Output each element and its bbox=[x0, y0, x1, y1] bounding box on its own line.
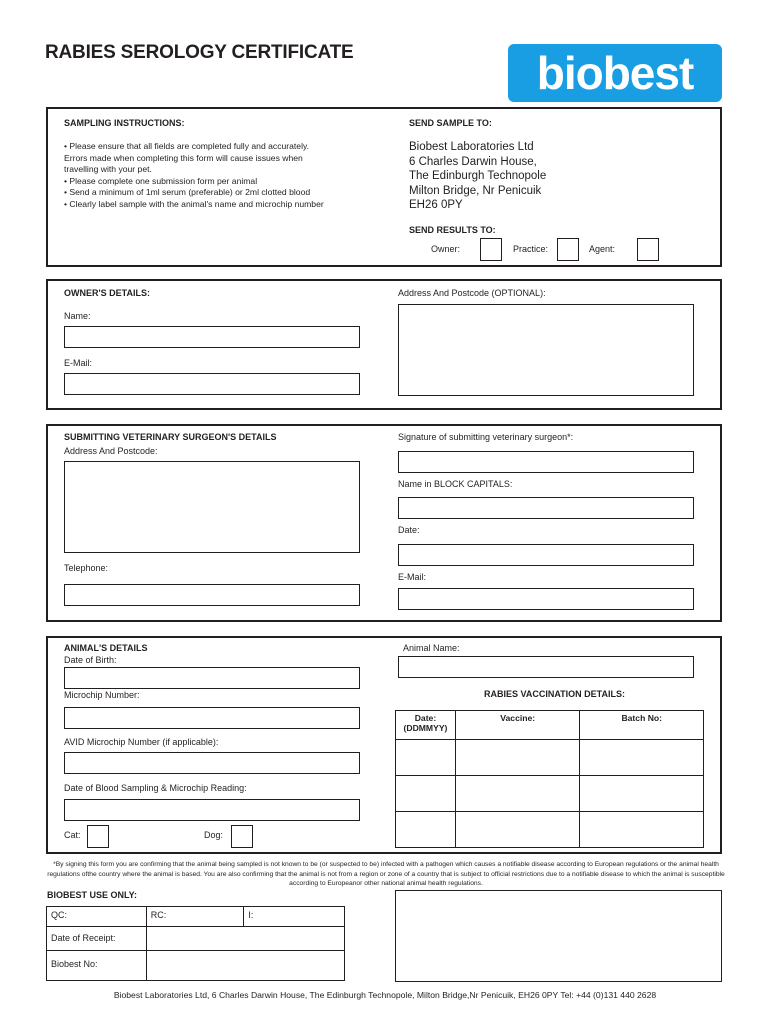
vet-telephone-label: Telephone: bbox=[64, 563, 109, 573]
receipt-date-label: Date of Receipt: bbox=[47, 927, 147, 951]
vaccination-vaccine-cell[interactable] bbox=[455, 812, 580, 848]
owner-name-label: Name: bbox=[64, 311, 91, 321]
vet-address-field[interactable] bbox=[64, 461, 360, 553]
biobest-no-label: Biobest No: bbox=[47, 951, 147, 981]
vaccine-column-header: Vaccine: bbox=[455, 711, 580, 740]
dog-checkbox-label: Dog: bbox=[204, 830, 224, 840]
vet-telephone-field[interactable] bbox=[64, 584, 360, 606]
page-title: RABIES SEROLOGY CERTIFICATE bbox=[45, 42, 354, 63]
vaccination-batch-cell[interactable] bbox=[580, 776, 704, 812]
instruction-line: • Clearly label sample with the animal's name and microchip number bbox=[64, 198, 324, 209]
vaccination-batch-cell[interactable] bbox=[580, 812, 704, 848]
qc-cell[interactable]: QC: bbox=[47, 907, 147, 927]
cat-checkbox-label: Cat: bbox=[64, 830, 81, 840]
biobest-use-row bbox=[47, 927, 345, 951]
vet-date-label: Date: bbox=[398, 525, 420, 535]
address-line: EH26 0PY bbox=[409, 199, 463, 211]
vaccination-header-row bbox=[396, 711, 704, 740]
dob-field[interactable] bbox=[64, 667, 360, 689]
instruction-line: • Send a minimum of 1ml serum (preferable) or 2ml clotted blood bbox=[64, 187, 311, 198]
date-column-header: Date: (DDMMYY) bbox=[396, 711, 456, 740]
biobest-use-row bbox=[47, 951, 345, 981]
biobest-logo: biobest bbox=[508, 44, 722, 102]
batch-column-header: Batch No: bbox=[580, 711, 704, 740]
vaccination-date-cell[interactable] bbox=[396, 812, 456, 848]
microchip-field[interactable] bbox=[64, 707, 360, 729]
owner-checkbox-label: Owner: bbox=[431, 244, 461, 254]
practice-checkbox[interactable] bbox=[557, 238, 579, 261]
animal-name-label: Animal Name: bbox=[403, 643, 460, 653]
vet-address-label: Address And Postcode: bbox=[64, 446, 158, 456]
biobest-use-row bbox=[47, 907, 345, 927]
instruction-line: • Please complete one submission form per animal bbox=[64, 175, 258, 186]
owner-checkbox[interactable] bbox=[480, 238, 502, 261]
address-line: Milton Bridge, Nr Penicuik bbox=[409, 184, 542, 197]
owner-heading: OWNER'S DETAILS: bbox=[64, 288, 150, 298]
owner-address-field[interactable] bbox=[398, 304, 694, 396]
vaccination-date-cell[interactable] bbox=[396, 740, 456, 776]
sampling-date-field[interactable] bbox=[64, 799, 360, 821]
practice-checkbox-label: Practice: bbox=[513, 244, 549, 254]
vet-signature-label: Signature of submitting veterinary surgeon*: bbox=[398, 432, 574, 442]
owner-email-label: E-Mail: bbox=[64, 358, 93, 368]
sampling-instructions bbox=[64, 141, 324, 211]
vet-block-caps-field[interactable] bbox=[398, 497, 694, 519]
agent-checkbox-label: Agent: bbox=[589, 244, 616, 254]
receipt-date-cell[interactable] bbox=[146, 927, 344, 951]
footer-address: Biobest Laboratories Ltd, 6 Charles Darwin House, The Edinburgh Technopole, Milton Bridge,Nr Penicuik, EH26 0PY Tel: +44 (0)131 440 2628 bbox=[113, 990, 657, 1000]
dog-checkbox[interactable] bbox=[231, 825, 253, 848]
cat-checkbox[interactable] bbox=[87, 825, 109, 848]
address-line: The Edinburgh Technopole bbox=[409, 170, 547, 182]
biobest-use-notes-box[interactable] bbox=[395, 890, 722, 982]
biobest-no-cell[interactable] bbox=[146, 951, 344, 981]
vaccination-batch-cell[interactable] bbox=[580, 740, 704, 776]
dob-label: Date of Birth: bbox=[64, 655, 117, 665]
rc-cell[interactable]: RC: bbox=[146, 907, 244, 927]
address-line: 6 Charles Darwin House, bbox=[409, 155, 537, 168]
vaccination-row bbox=[396, 812, 704, 848]
instruction-line: travelling with your pet. bbox=[64, 164, 152, 175]
lab-address bbox=[409, 140, 546, 213]
address-line: Biobest Laboratories Ltd bbox=[409, 141, 534, 153]
owner-email-field[interactable] bbox=[64, 373, 360, 395]
instruction-line: • Please ensure that all fields are completed fully and accurately. bbox=[64, 141, 310, 151]
vaccination-date-cell[interactable] bbox=[396, 776, 456, 812]
vet-email-field[interactable] bbox=[398, 588, 694, 610]
animal-name-field[interactable] bbox=[398, 656, 694, 678]
vet-block-caps-label: Name in BLOCK CAPITALS: bbox=[398, 479, 513, 489]
owner-address-label: Address And Postcode (OPTIONAL): bbox=[398, 288, 546, 298]
disclaimer-text: *By signing this form you are confirming that the animal being sampled is not known to be (or suspected to be) infected with a pathogen which causes a notifiable disease according to European regulations or the animal health regulations ofthe country where the animal is based. You are also confirming that the animal is not from a region or zone of a country that is subject to official restrictions due to a notifiable disease to which the animal is susceptible according to Europeanor other national animal health regulations. bbox=[47, 861, 725, 887]
animal-heading: ANIMAL'S DETAILS bbox=[64, 643, 148, 653]
instruction-line: Errors made when completing this form will cause issues when bbox=[64, 152, 303, 163]
vet-signature-field[interactable] bbox=[398, 451, 694, 473]
sampling-date-label: Date of Blood Sampling & Microchip Reading: bbox=[64, 783, 247, 793]
avid-label: AVID Microchip Number (if applicable): bbox=[64, 737, 219, 747]
vet-heading: SUBMITTING VETERINARY SURGEON'S DETAILS bbox=[64, 432, 277, 442]
avid-field[interactable] bbox=[64, 752, 360, 774]
send-sample-heading: SEND SAMPLE TO: bbox=[409, 118, 492, 128]
biobest-use-heading: BIOBEST USE ONLY: bbox=[47, 890, 138, 900]
vaccination-heading: RABIES VACCINATION DETAILS: bbox=[484, 689, 625, 699]
vaccination-vaccine-cell[interactable] bbox=[455, 740, 580, 776]
vaccination-row bbox=[396, 740, 704, 776]
vaccination-vaccine-cell[interactable] bbox=[455, 776, 580, 812]
vaccination-row bbox=[396, 776, 704, 812]
owner-name-field[interactable] bbox=[64, 326, 360, 348]
microchip-label: Microchip Number: bbox=[64, 690, 140, 700]
vet-date-field[interactable] bbox=[398, 544, 694, 566]
agent-checkbox[interactable] bbox=[637, 238, 659, 261]
biobest-use-table bbox=[46, 906, 345, 981]
vet-email-label: E-Mail: bbox=[398, 572, 427, 582]
vaccination-table bbox=[395, 710, 704, 848]
sampling-heading: SAMPLING INSTRUCTIONS: bbox=[64, 118, 185, 128]
i-cell[interactable]: I: bbox=[244, 907, 345, 927]
send-results-heading: SEND RESULTS TO: bbox=[409, 225, 496, 235]
